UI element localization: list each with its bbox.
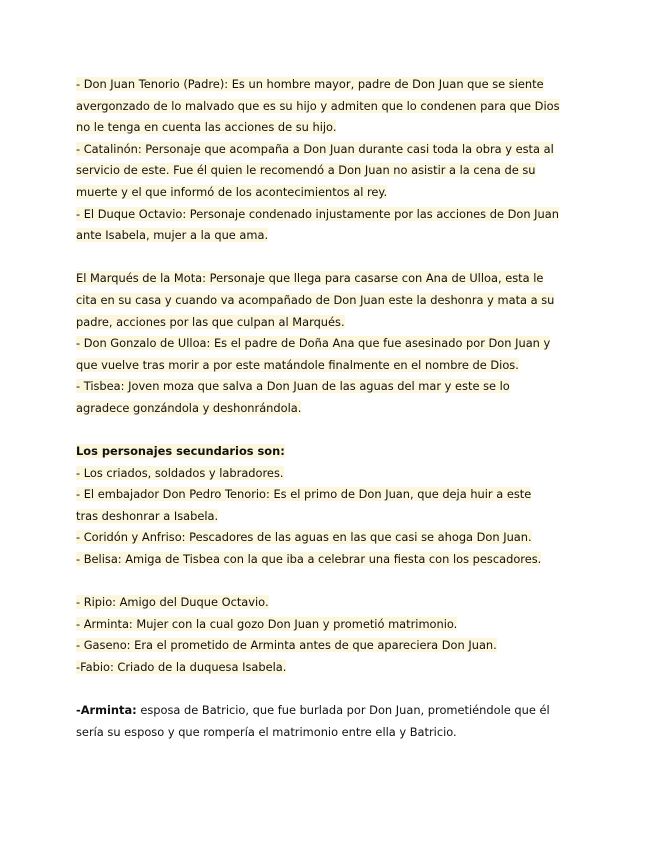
text-line <box>76 700 586 722</box>
line-text: avergonzado de lo malvado que es su hijo y admiten que lo condenen para que Dios <box>76 98 560 113</box>
line-text: - Los criados, soldados y labradores. <box>76 465 284 480</box>
text-line <box>76 398 586 420</box>
text-line <box>76 312 586 334</box>
text-line <box>76 290 586 312</box>
line-text: - Catalinón: Personaje que acompaña a Don Juan durante casi toda la obra y esta al <box>76 141 554 156</box>
text-line <box>76 204 586 226</box>
blank-line <box>76 420 586 442</box>
text-line <box>76 268 586 290</box>
text-line <box>76 355 586 377</box>
bold-term: -Arminta: <box>76 703 137 718</box>
line-text: - Tisbea: Joven moza que salva a Don Juan de las aguas del mar y este se lo <box>76 379 510 394</box>
text-line <box>76 225 586 247</box>
text-line <box>76 549 586 571</box>
text-line <box>76 635 586 657</box>
text-line <box>76 376 586 398</box>
line-text: padre, acciones por las que culpan al Marqués. <box>76 314 345 329</box>
blank-line <box>76 571 586 593</box>
line-text: - Ripio: Amigo del Duque Octavio. <box>76 595 269 610</box>
line-text: esposa de Batricio, que fue burlada por Don Juan, prometiéndole que él <box>136 703 550 718</box>
line-text: - El Duque Octavio: Personaje condenado injustamente por las acciones de Don Juan <box>76 206 559 221</box>
text-line <box>76 463 586 485</box>
line-text: no le tenga en cuenta las acciones de su hijo. <box>76 120 337 135</box>
text-line <box>76 160 586 182</box>
text-line <box>76 139 586 161</box>
line-text: - Don Gonzalo de Ulloa: Es el padre de Doña Ana que fue asesinado por Don Juan y <box>76 336 551 351</box>
line-text: muerte y el que informó de los acontecimientos al rey. <box>76 184 388 199</box>
document-body <box>76 74 586 743</box>
line-text: - Coridón y Anfriso: Pescadores de las aguas en las que casi se ahoga Don Juan. <box>76 530 532 545</box>
line-text: que vuelve tras morir a por este matándole finalmente en el nombre de Dios. <box>76 357 519 372</box>
line-text: ante Isabela, mujer a la que ama. <box>76 228 269 243</box>
text-line <box>76 506 586 528</box>
line-text: cita en su casa y cuando va acompañado de Don Juan este la deshonra y mata a su <box>76 292 555 307</box>
line-text: -Fabio: Criado de la duquesa Isabela. <box>76 660 287 675</box>
text-line <box>76 117 586 139</box>
line-text: - Belisa: Amiga de Tisbea con la que iba a celebrar una fiesta con los pescadores. <box>76 552 542 567</box>
text-line <box>76 592 586 614</box>
section-heading <box>76 441 586 463</box>
line-text: El Marqués de la Mota: Personaje que llega para casarse con Ana de Ulloa, esta le <box>76 271 544 286</box>
text-line <box>76 74 586 96</box>
text-line <box>76 96 586 118</box>
text-line <box>76 614 586 636</box>
blank-line <box>76 679 586 701</box>
text-line <box>76 527 586 549</box>
text-line <box>76 484 586 506</box>
blank-line <box>76 247 586 269</box>
line-text: - Gaseno: Era el prometido de Arminta antes de que apareciera Don Juan. <box>76 638 497 653</box>
line-text: - Don Juan Tenorio (Padre): Es un hombre mayor, padre de Don Juan que se siente <box>76 77 544 91</box>
text-line <box>76 333 586 355</box>
line-text: agradece gonzándola y deshonrándola. <box>76 400 302 415</box>
text-line <box>76 182 586 204</box>
line-text: - Arminta: Mujer con la cual gozo Don Juan y prometió matrimonio. <box>76 616 458 631</box>
text-line <box>76 657 586 679</box>
line-text: - El embajador Don Pedro Tenorio: Es el primo de Don Juan, que deja huir a este <box>76 487 532 502</box>
line-text: Los personajes secundarios son: <box>76 444 285 459</box>
text-line <box>76 722 586 744</box>
line-text: servicio de este. Fue él quien le recomendó a Don Juan no asistir a la cena de su <box>76 163 536 178</box>
line-text: sería su esposo y que rompería el matrimonio entre ella y Batricio. <box>76 724 457 739</box>
line-text: tras deshonrar a Isabela. <box>76 508 219 523</box>
